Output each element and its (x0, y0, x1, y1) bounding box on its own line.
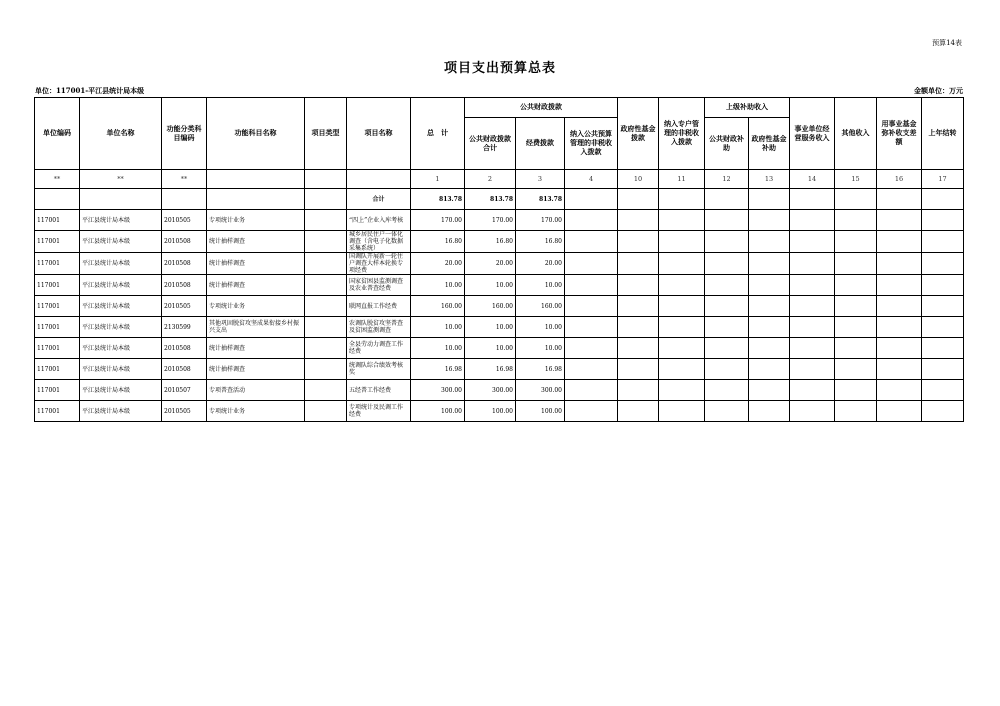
empty-cell (659, 210, 705, 231)
operating-cell: 16.98 (516, 359, 565, 380)
empty-cell (835, 296, 877, 317)
header-unit-name: 单位名称 (80, 98, 162, 170)
empty-cell (659, 275, 705, 296)
project-type-cell (305, 317, 347, 338)
empty-cell (618, 275, 659, 296)
empty-cell (835, 210, 877, 231)
unit-name-cell: 平江县统计局本级 (80, 401, 162, 422)
total-cell: 16.80 (411, 231, 465, 253)
public-total-cell: 10.00 (465, 275, 516, 296)
table-row (35, 338, 964, 359)
header-public-finance-group: 公共财政拨款 (465, 98, 618, 118)
empty-cell (565, 359, 618, 380)
empty-cell (705, 253, 749, 275)
empty-cell (705, 296, 749, 317)
empty-cell (790, 275, 835, 296)
empty-cell (749, 296, 790, 317)
empty-cell (705, 317, 749, 338)
project-name-cell: 专项统计及民调工作经费 (347, 401, 411, 422)
unit-name-cell: 平江县统计局本级 (80, 275, 162, 296)
project-type-cell (305, 359, 347, 380)
func-name-cell: 统计抽样调查 (207, 231, 305, 253)
index-cell: 13 (749, 170, 790, 189)
empty-cell (922, 275, 964, 296)
unit-code-cell: 117001 (35, 231, 80, 253)
empty-cell (922, 359, 964, 380)
empty-cell (922, 338, 964, 359)
empty-cell (922, 380, 964, 401)
empty-cell (877, 253, 922, 275)
unit-name-cell: 平江县统计局本级 (80, 338, 162, 359)
index-cell: ** (162, 170, 207, 189)
empty-cell (565, 338, 618, 359)
empty-cell (835, 338, 877, 359)
empty-cell (749, 253, 790, 275)
empty-cell (749, 380, 790, 401)
empty-cell (565, 275, 618, 296)
func-code-cell: 2010505 (162, 296, 207, 317)
empty-cell (877, 359, 922, 380)
public-total-cell: 160.00 (465, 296, 516, 317)
header-superior-group: 上级补助收入 (705, 98, 790, 118)
header-gov-fund: 政府性基金拨款 (618, 98, 659, 170)
header-special-non-tax: 纳入专户管理的非税收入拨款 (659, 98, 705, 170)
empty-cell (790, 231, 835, 253)
func-code-cell: 2010508 (162, 231, 207, 253)
header-last-year: 上年结转 (922, 98, 964, 170)
public-total-cell: 300.00 (465, 380, 516, 401)
public-total-cell: 16.98 (465, 359, 516, 380)
project-name-cell: 统调队综合绩效考核奖 (347, 359, 411, 380)
func-name-cell: 统计抽样调查 (207, 253, 305, 275)
public-total-cell: 20.00 (465, 253, 516, 275)
empty-cell (835, 231, 877, 253)
header-business-fund: 用事业基金弥补收支差额 (877, 98, 922, 170)
empty-cell (922, 231, 964, 253)
unit-code-cell: 117001 (35, 380, 80, 401)
empty-cell (565, 253, 618, 275)
table-row (35, 401, 964, 422)
empty-cell (877, 296, 922, 317)
header-non-tax-public: 纳入公共预算管理的非税收入拨款 (565, 118, 618, 170)
empty-cell (790, 317, 835, 338)
empty-cell (790, 359, 835, 380)
index-cell: 16 (877, 170, 922, 189)
header-total: 总 计 (411, 98, 465, 170)
empty-cell (749, 401, 790, 422)
func-name-cell: 专项统计业务 (207, 401, 305, 422)
summary-operating: 813.78 (516, 189, 565, 210)
empty-cell (618, 317, 659, 338)
empty-cell (877, 317, 922, 338)
empty-cell (922, 401, 964, 422)
index-cell: ** (80, 170, 162, 189)
func-name-cell: 其他巩固脱贫攻坚成果衔接乡村振兴支出 (207, 317, 305, 338)
func-code-cell: 2010508 (162, 253, 207, 275)
operating-cell: 160.00 (516, 296, 565, 317)
operating-cell: 170.00 (516, 210, 565, 231)
empty-cell (565, 210, 618, 231)
empty-cell (922, 317, 964, 338)
public-total-cell: 10.00 (465, 338, 516, 359)
func-code-cell: 2130599 (162, 317, 207, 338)
unit-name-cell: 平江县统计局本级 (80, 359, 162, 380)
unit-code-cell: 117001 (35, 253, 80, 275)
empty-cell (790, 210, 835, 231)
empty-cell (659, 317, 705, 338)
empty-cell (922, 210, 964, 231)
empty-cell (618, 253, 659, 275)
empty-cell (877, 401, 922, 422)
func-code-cell: 2010505 (162, 210, 207, 231)
project-type-cell (305, 275, 347, 296)
total-cell: 10.00 (411, 338, 465, 359)
unit-name-cell: 平江县统计局本级 (80, 296, 162, 317)
empty-cell (749, 359, 790, 380)
total-cell: 16.98 (411, 359, 465, 380)
empty-cell (790, 296, 835, 317)
project-name-cell: 五经普工作经费 (347, 380, 411, 401)
header-func-name: 功能科目名称 (207, 98, 305, 170)
project-name-cell: 城乡居民住户一体化调查（含电子化数据采集系统） (347, 231, 411, 253)
empty-cell (835, 380, 877, 401)
func-name-cell: 专项统计业务 (207, 210, 305, 231)
operating-cell: 300.00 (516, 380, 565, 401)
index-cell: 3 (516, 170, 565, 189)
empty-cell (659, 296, 705, 317)
empty-cell (877, 380, 922, 401)
header-business-service: 事业单位经营服务收入 (790, 98, 835, 170)
empty-cell (618, 296, 659, 317)
empty-cell (705, 275, 749, 296)
index-cell: 10 (618, 170, 659, 189)
empty-cell (835, 275, 877, 296)
empty-cell (565, 380, 618, 401)
empty-cell (565, 296, 618, 317)
budget-table (34, 97, 964, 422)
public-total-cell: 16.80 (465, 231, 516, 253)
public-total-cell: 10.00 (465, 317, 516, 338)
index-cell: 4 (565, 170, 618, 189)
project-type-cell (305, 231, 347, 253)
unit-code-cell: 117001 (35, 296, 80, 317)
table-row (35, 253, 964, 275)
empty-cell (705, 210, 749, 231)
header-superior-gov-fund: 政府性基金补助 (749, 118, 790, 170)
header-other-income: 其他收入 (835, 98, 877, 170)
empty-cell (565, 317, 618, 338)
index-cell: 12 (705, 170, 749, 189)
func-name-cell: 专项统计业务 (207, 296, 305, 317)
func-code-cell: 2010505 (162, 401, 207, 422)
operating-cell: 10.00 (516, 338, 565, 359)
header-public-finance-total: 公共财政拨款合计 (465, 118, 516, 170)
index-cell: 2 (465, 170, 516, 189)
empty-cell (877, 210, 922, 231)
empty-cell (877, 275, 922, 296)
header-unit-code: 单位编码 (35, 98, 80, 170)
operating-cell: 20.00 (516, 253, 565, 275)
empty-cell (790, 338, 835, 359)
table-row (35, 296, 964, 317)
index-cell: 14 (790, 170, 835, 189)
unit-name-cell: 平江县统计局本级 (80, 317, 162, 338)
empty-cell (618, 231, 659, 253)
unit-name-cell: 平江县统计局本级 (80, 231, 162, 253)
empty-cell (790, 380, 835, 401)
project-type-cell (305, 296, 347, 317)
index-cell: 15 (835, 170, 877, 189)
unit-name-cell: 平江县统计局本级 (80, 210, 162, 231)
total-cell: 10.00 (411, 275, 465, 296)
operating-cell: 10.00 (516, 317, 565, 338)
total-cell: 100.00 (411, 401, 465, 422)
empty-cell (749, 231, 790, 253)
index-cell (347, 170, 411, 189)
unit-name-cell: 平江县统计局本级 (80, 380, 162, 401)
table-row (35, 380, 964, 401)
empty-cell (877, 231, 922, 253)
empty-cell (705, 380, 749, 401)
header-operating-funds: 经费拨款 (516, 118, 565, 170)
project-type-cell (305, 338, 347, 359)
empty-cell (659, 338, 705, 359)
index-cell: ** (35, 170, 80, 189)
summary-row (35, 189, 964, 210)
header-func-code: 功能分类科目编码 (162, 98, 207, 170)
empty-cell (835, 317, 877, 338)
project-name-cell: “四上”企业入库考核 (347, 210, 411, 231)
project-name-cell: 国家贫困县监测调查及农业普查经费 (347, 275, 411, 296)
empty-cell (618, 359, 659, 380)
empty-cell (618, 401, 659, 422)
empty-cell (565, 231, 618, 253)
unit-code-cell: 117001 (35, 275, 80, 296)
empty-cell (749, 338, 790, 359)
empty-cell (749, 275, 790, 296)
table-number: 预算14表 (932, 39, 962, 47)
project-type-cell (305, 401, 347, 422)
func-code-cell: 2010507 (162, 380, 207, 401)
func-name-cell: 统计抽样调查 (207, 359, 305, 380)
func-code-cell: 2010508 (162, 275, 207, 296)
operating-cell: 10.00 (516, 275, 565, 296)
public-total-cell: 170.00 (465, 210, 516, 231)
total-cell: 300.00 (411, 380, 465, 401)
project-name-cell: 联网直报工作经费 (347, 296, 411, 317)
project-type-cell (305, 210, 347, 231)
table-row (35, 210, 964, 231)
column-index-row (35, 170, 964, 189)
header-project-name: 项目名称 (347, 98, 411, 170)
empty-cell (749, 317, 790, 338)
unit-code-cell: 117001 (35, 401, 80, 422)
empty-cell (835, 401, 877, 422)
project-name-cell: 国调队开展新一轮住户调查大样本轮换专项经费 (347, 253, 411, 275)
unit-name-cell: 平江县统计局本级 (80, 253, 162, 275)
empty-cell (877, 338, 922, 359)
func-code-cell: 2010508 (162, 359, 207, 380)
summary-label: 合计 (347, 189, 411, 210)
unit-code-cell: 117001 (35, 338, 80, 359)
amount-unit-label: 金额单位：万元 (914, 86, 963, 95)
total-cell: 160.00 (411, 296, 465, 317)
total-cell: 170.00 (411, 210, 465, 231)
unit-code-cell: 117001 (35, 210, 80, 231)
total-cell: 10.00 (411, 317, 465, 338)
empty-cell (705, 359, 749, 380)
total-cell: 20.00 (411, 253, 465, 275)
empty-cell (618, 210, 659, 231)
project-type-cell (305, 253, 347, 275)
header-project-type: 项目类型 (305, 98, 347, 170)
index-cell: 17 (922, 170, 964, 189)
empty-cell (565, 401, 618, 422)
func-name-cell: 专项普查活动 (207, 380, 305, 401)
table-row (35, 231, 964, 253)
empty-cell (749, 210, 790, 231)
empty-cell (705, 401, 749, 422)
empty-cell (659, 401, 705, 422)
empty-cell (659, 231, 705, 253)
empty-cell (705, 231, 749, 253)
empty-cell (659, 380, 705, 401)
project-name-cell: 全县劳动力调查工作经费 (347, 338, 411, 359)
empty-cell (790, 401, 835, 422)
func-name-cell: 统计抽样调查 (207, 338, 305, 359)
empty-cell (618, 380, 659, 401)
operating-cell: 16.80 (516, 231, 565, 253)
index-cell (305, 170, 347, 189)
summary-total: 813.78 (411, 189, 465, 210)
table-row (35, 317, 964, 338)
public-total-cell: 100.00 (465, 401, 516, 422)
empty-cell (618, 338, 659, 359)
empty-cell (835, 359, 877, 380)
empty-cell (922, 296, 964, 317)
empty-cell (922, 253, 964, 275)
func-code-cell: 2010508 (162, 338, 207, 359)
empty-cell (835, 253, 877, 275)
index-cell (207, 170, 305, 189)
unit-code-cell: 117001 (35, 317, 80, 338)
project-type-cell (305, 380, 347, 401)
func-name-cell: 统计抽样调查 (207, 275, 305, 296)
summary-public-total: 813.78 (465, 189, 516, 210)
empty-cell (659, 359, 705, 380)
header-superior-public: 公共财政补助 (705, 118, 749, 170)
table-row (35, 275, 964, 296)
operating-cell: 100.00 (516, 401, 565, 422)
page-title: 项目支出预算总表 (443, 61, 556, 76)
index-cell: 11 (659, 170, 705, 189)
unit-label: 单位：117001-平江县统计局本级 (35, 86, 145, 95)
project-name-cell: 农调队脱贫攻坚普查及贫困监测调查 (347, 317, 411, 338)
index-cell: 1 (411, 170, 465, 189)
empty-cell (705, 338, 749, 359)
empty-cell (790, 253, 835, 275)
unit-code-cell: 117001 (35, 359, 80, 380)
table-row (35, 359, 964, 380)
empty-cell (659, 253, 705, 275)
